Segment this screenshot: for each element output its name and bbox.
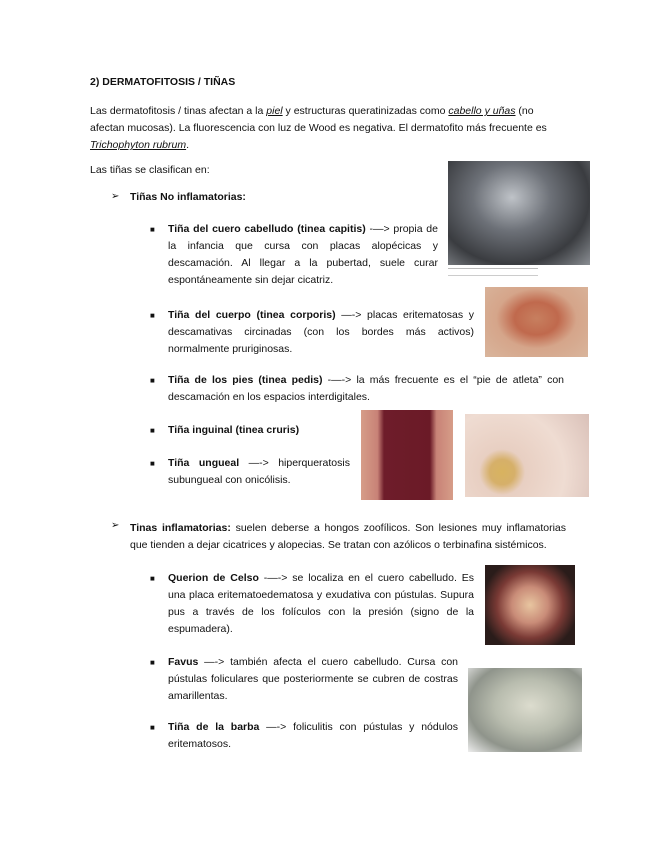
item-term: Tiña del cuerpo (tinea corporis) bbox=[168, 309, 336, 321]
querion-photo bbox=[485, 565, 575, 645]
inflammatory-heading: Tinas inflamatorias: bbox=[130, 522, 231, 534]
tinea-unguium-photo bbox=[465, 414, 589, 497]
list-item bbox=[168, 372, 564, 406]
tinea-capitis-photo bbox=[448, 161, 590, 265]
list-item bbox=[168, 719, 458, 753]
arrow-bullet-icon: ➢ bbox=[111, 191, 120, 202]
list-item bbox=[168, 570, 474, 638]
bullet-icon: ■ bbox=[150, 311, 155, 320]
item-term: Tiña de la barba bbox=[168, 721, 260, 733]
inflammatory-paragraph bbox=[130, 520, 566, 554]
bullet-icon: ■ bbox=[150, 376, 155, 385]
item-text: —-> placas eritematosas y descamativas circinadas (con los bordes más activos) normalmente pruriginosas. bbox=[168, 309, 474, 355]
item-text: -—-> se localiza en el cuero cabelludo. Es una placa eritematoedematosa y exudativa con pústulas. Supura pus a través de los folículos con la presión (signo de la espumadera). bbox=[168, 572, 475, 635]
item-term: Tiña del cuero cabelludo (tinea capitis) bbox=[168, 223, 366, 235]
bullet-icon: ■ bbox=[150, 574, 155, 583]
item-term: Tiña de los pies (tinea pedis) bbox=[168, 374, 323, 386]
item-text: —-> foliculitis con pústulas y nódulos eritematosos. bbox=[168, 721, 458, 750]
item-text: —-> hiperqueratosis subungueal con onicólisis. bbox=[168, 457, 350, 486]
intro-piel: piel bbox=[266, 105, 283, 117]
intro-text: . bbox=[186, 139, 190, 151]
item-term: Tiña ungueal bbox=[168, 457, 240, 469]
inflammatory-text: suelen deberse a hongos zoofílicos. Son lesiones muy inflamatorias que tienden a dejar cicatrices y alopecias. Se tratan con azólicos o terbinafina sistémicos. bbox=[130, 522, 566, 551]
bullet-icon: ■ bbox=[150, 723, 155, 732]
intro-text: (no afectan mucosas). La fluorescencia con luz de Wood es negativa. El dermatofito más frecuente es bbox=[90, 105, 547, 134]
intro-text: y estructuras queratinizadas como bbox=[282, 105, 449, 117]
intro-cabello: cabello y uñas bbox=[448, 105, 516, 117]
item-term: Favus bbox=[168, 656, 199, 668]
favus-photo bbox=[468, 668, 582, 752]
item-text: -—> propia de la infancia que cursa con placas alopécicas y descamación. Al llegar a la pubertad, suele curar espontáneamente sin dejar cicatriz. bbox=[168, 223, 438, 286]
list-item bbox=[168, 455, 350, 489]
intro-species: Trichophyton rubrum bbox=[90, 139, 187, 151]
classification-intro: Las tiñas se clasifican en: bbox=[90, 164, 210, 176]
list-item bbox=[168, 422, 368, 439]
tinea-cruris-photo bbox=[361, 410, 453, 500]
item-text: -—-> la más frecuente es el “pie de atleta” con descamación en los espacios interdigitales. bbox=[168, 374, 564, 403]
bullet-icon: ■ bbox=[150, 459, 155, 468]
item-text: —-> también afecta el cuero cabelludo. Cursa con pústulas foliculares que posteriormente se cubren de costras amarillentas. bbox=[168, 656, 458, 702]
bullet-icon: ■ bbox=[150, 658, 155, 667]
intro-paragraph bbox=[90, 103, 560, 154]
item-term: Tiña inguinal (tinea cruris) bbox=[168, 424, 300, 436]
list-item bbox=[168, 307, 474, 358]
photo-caption-lines bbox=[448, 268, 538, 276]
non-inflammatory-heading: Tiñas No inflamatorias: bbox=[130, 191, 246, 203]
intro-text: Las dermatofitosis / tinas afectan a la bbox=[90, 105, 267, 117]
list-item bbox=[168, 221, 438, 289]
section-title: 2) DERMATOFITOSIS / TIÑAS bbox=[90, 76, 236, 88]
item-term: Querion de Celso bbox=[168, 572, 259, 584]
bullet-icon: ■ bbox=[150, 426, 155, 435]
arrow-bullet-icon: ➢ bbox=[111, 520, 120, 531]
tinea-corporis-photo bbox=[485, 287, 588, 357]
list-item bbox=[168, 654, 458, 705]
bullet-icon: ■ bbox=[150, 225, 155, 234]
